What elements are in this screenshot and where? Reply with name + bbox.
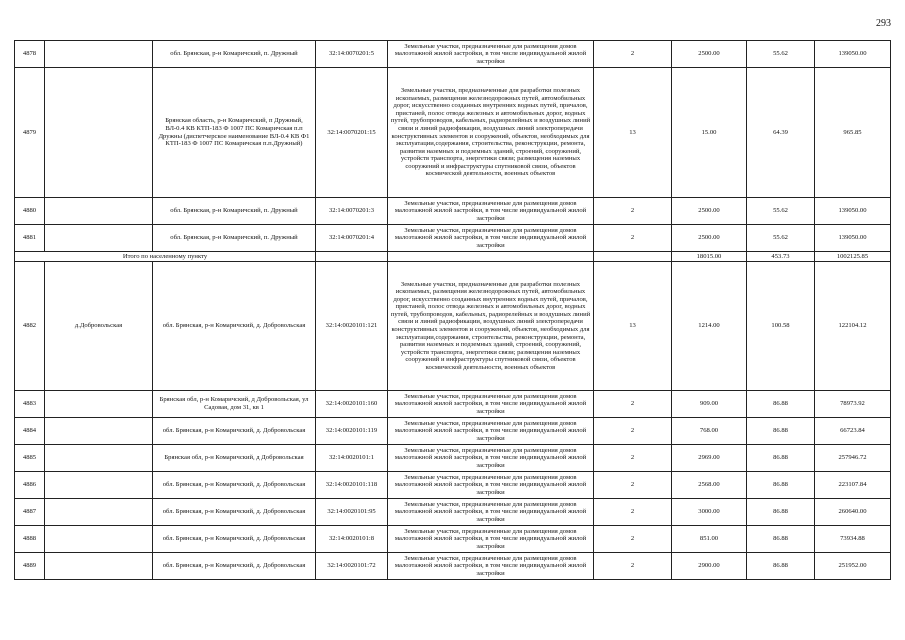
total-row [15,252,891,262]
row-code: 2 [594,499,672,526]
row-address: Брянская обл, р-н Комаричский, д Добровольская [153,445,316,472]
row-address: обл. Брянская, р-н Комаричский, д. Добровольская [153,553,316,580]
row-code: 2 [594,472,672,499]
row-cadastral-number: 32:14:0020101:95 [316,499,388,526]
row-code: 2 [594,198,672,225]
row-value: 139050.00 [815,225,891,252]
row-cadastral-number: 32:14:0070201:15 [316,68,388,198]
row-address: обл. Брянская, р-н Комаричский, д. Добровольская [153,499,316,526]
row-purpose: Земельные участки, предназначенные для размещения домов малоэтажной жилой застройки, в том числе индивидуальной жилой застройки [388,418,594,445]
row-locality-empty [45,225,153,252]
row-area: 15.00 [672,68,747,198]
row-code: 2 [594,391,672,418]
row-area: 2500.00 [672,198,747,225]
row-rate: 86.88 [747,472,815,499]
row-rate: 86.88 [747,391,815,418]
row-locality-empty [45,391,153,418]
table-row [15,499,891,526]
row-locality-empty [45,41,153,68]
row-address: Брянская обл, р-н Комаричский, д Добровольская, ул Садовая, дом 31, кв 1 [153,391,316,418]
row-purpose: Земельные участки, предназначенные для размещения домов малоэтажной жилой застройки, в том числе индивидуальной жилой застройки [388,499,594,526]
row-cadastral-number: 32:14:0070201:4 [316,225,388,252]
row-cadastral-number: 32:14:0070201:5 [316,41,388,68]
row-value: 223107.84 [815,472,891,499]
table-row [15,68,891,198]
row-purpose: Земельные участки, предназначенные для размещения домов малоэтажной жилой застройки, в том числе индивидуальной жилой застройки [388,472,594,499]
row-area: 3000.00 [672,499,747,526]
row-locality-empty [45,553,153,580]
row-value: 122104.12 [815,262,891,391]
row-number: 4886 [15,472,45,499]
row-rate: 100.58 [747,262,815,391]
row-purpose: Земельные участки, предназначенные для размещения домов малоэтажной жилой застройки, в том числе индивидуальной жилой застройки [388,526,594,553]
row-locality-empty [45,445,153,472]
row-number: 4879 [15,68,45,198]
row-area: 2500.00 [672,225,747,252]
row-value: 965.85 [815,68,891,198]
row-purpose: Земельные участки, предназначенные для разработки полезных ископаемых, размещения железнодорожных путей, автомобильных дорог, искусственно созданных внутренних водных путей, причалов, пристаней, полос отвода железных и автомобильных дорог, водных путей, трубопроводов, кабельных, радиорелейных и воздушных линий связи и линий радиофикации, воздушных линий электропередачи конструктивных элементов и сооружений, объектов, необходимых для эксплуатации,содержания, строительства, реконструкции, ремонта, развития наземных и подземных зданий, строений, сооружений, устройств транспорта, энергетики связи; размещения наземных сооружений и инфраструктуры спутниковой связи, объектов космической деятельности, военных объектов [388,68,594,198]
table-row [15,526,891,553]
row-cadastral-number: 32:14:0020101:1 [316,445,388,472]
row-cadastral-number: 32:14:0020101:121 [316,262,388,391]
row-cadastral-number: 32:14:0020101:119 [316,418,388,445]
row-number: 4885 [15,445,45,472]
table-row [15,472,891,499]
row-purpose: Земельные участки, предназначенные для разработки полезных ископаемых, размещения железнодорожных путей, автомобильных дорог, искусственно созданных внутренних водных путей, причалов, пристаней, полос отвода железных и автомобильных дорог, водных путей, трубопроводов, кабельных, радиорелейных и воздушных линий связи и линий радиофикации, воздушных линий электропередачи конструктивных элементов и сооружений, объектов, необходимых для эксплуатации,содержания, строительства, реконструкции, ремонта, развития наземных и подземных зданий, строений, сооружений, устройств транспорта, энергетики связи; размещения наземных сооружений и инфраструктуры спутниковой связи, объектов космической деятельности, военных объектов [388,262,594,391]
row-value: 139050.00 [815,198,891,225]
row-rate: 64.39 [747,68,815,198]
row-number: 4880 [15,198,45,225]
total-rate: 453.73 [747,252,815,262]
total-label: Итого по населенному пункту [15,252,316,262]
table-row [15,445,891,472]
table-row [15,391,891,418]
row-number: 4882 [15,262,45,391]
row-code: 2 [594,445,672,472]
row-purpose: Земельные участки, предназначенные для размещения домов малоэтажной жилой застройки, в том числе индивидуальной жилой застройки [388,225,594,252]
row-locality-empty [45,499,153,526]
row-purpose: Земельные участки, предназначенные для размещения домов малоэтажной жилой застройки, в том числе индивидуальной жилой застройки [388,553,594,580]
row-locality-empty [45,68,153,198]
row-area: 768.00 [672,418,747,445]
row-rate: 86.88 [747,526,815,553]
row-number: 4883 [15,391,45,418]
row-code: 2 [594,225,672,252]
row-address: Брянская область, р-н Комаричский, п Дружный, ВЛ-0.4 КВ КТП-183 Ф 1007 ПС Комаричская п.п Дружны (диспетчерское наименование ВЛ-0.4 КВ Ф1 КТП-183 Ф 1007 ПС Комаричская п.п.Дружный) [153,68,316,198]
row-value: 73934.88 [815,526,891,553]
row-address: обл. Брянская, р-н Комаричский, д. Добровольская [153,262,316,391]
row-code: 2 [594,553,672,580]
row-address: обл. Брянская, р-н Комаричский, п. Дружный [153,41,316,68]
row-value: 260640.00 [815,499,891,526]
row-area: 909.00 [672,391,747,418]
row-locality-empty [45,198,153,225]
locality-name: д.Добровольская [45,262,153,391]
page-number: 293 [876,18,891,29]
table-row [15,262,891,391]
total-purpose-empty [388,252,594,262]
row-number: 4881 [15,225,45,252]
row-rate: 86.88 [747,418,815,445]
row-address: обл. Брянская, р-н Комаричский, д. Добровольская [153,418,316,445]
row-rate: 55.62 [747,225,815,252]
row-purpose: Земельные участки, предназначенные для размещения домов малоэтажной жилой застройки, в том числе индивидуальной жилой застройки [388,198,594,225]
row-area: 2500.00 [672,41,747,68]
row-purpose: Земельные участки, предназначенные для размещения домов малоэтажной жилой застройки, в том числе индивидуальной жилой застройки [388,445,594,472]
row-cadastral-number: 32:14:0020101:118 [316,472,388,499]
row-code: 13 [594,262,672,391]
row-rate: 55.62 [747,198,815,225]
row-cadastral-number: 32:14:0020101:72 [316,553,388,580]
row-rate: 86.88 [747,553,815,580]
total-value: 1002125.85 [815,252,891,262]
row-address: обл. Брянская, р-н Комаричский, п. Дружный [153,225,316,252]
row-purpose: Земельные участки, предназначенные для размещения домов малоэтажной жилой застройки, в том числе индивидуальной жилой застройки [388,41,594,68]
row-area: 2568.00 [672,472,747,499]
row-value: 78973.92 [815,391,891,418]
row-cadastral-number: 32:14:0020101:8 [316,526,388,553]
row-number: 4878 [15,41,45,68]
row-locality-empty [45,418,153,445]
table-body-lower [15,391,891,580]
row-locality-empty [45,472,153,499]
row-locality-empty [45,526,153,553]
row-area: 2969.00 [672,445,747,472]
row-rate: 86.88 [747,499,815,526]
row-area: 2900.00 [672,553,747,580]
row-code: 2 [594,418,672,445]
row-purpose: Земельные участки, предназначенные для размещения домов малоэтажной жилой застройки, в том числе индивидуальной жилой застройки [388,391,594,418]
row-address: обл. Брянская, р-н Комаричский, п. Дружный [153,198,316,225]
row-address: обл. Брянская, р-н Комаричский, д. Добровольская [153,472,316,499]
cadastral-value-table [14,40,891,580]
table-row [15,553,891,580]
row-code: 2 [594,41,672,68]
row-rate: 86.88 [747,445,815,472]
total-cadastral-empty [316,252,388,262]
row-area: 851.00 [672,526,747,553]
row-value: 257946.72 [815,445,891,472]
row-cadastral-number: 32:14:0070201:3 [316,198,388,225]
row-rate: 55.62 [747,41,815,68]
table-row [15,41,891,68]
row-code: 13 [594,68,672,198]
row-address: обл. Брянская, р-н Комаричский, д. Добровольская [153,526,316,553]
table-row [15,198,891,225]
row-number: 4887 [15,499,45,526]
table-row [15,225,891,252]
row-number: 4888 [15,526,45,553]
row-code: 2 [594,526,672,553]
total-area: 18015.00 [672,252,747,262]
table-row [15,418,891,445]
row-number: 4884 [15,418,45,445]
row-number: 4889 [15,553,45,580]
row-cadastral-number: 32:14:0020101:160 [316,391,388,418]
total-code-empty [594,252,672,262]
row-value: 66723.84 [815,418,891,445]
table-body-upper [15,41,891,252]
row-area: 1214.00 [672,262,747,391]
table-body-total [15,252,891,391]
row-value: 139050.00 [815,41,891,68]
row-value: 251952.00 [815,553,891,580]
